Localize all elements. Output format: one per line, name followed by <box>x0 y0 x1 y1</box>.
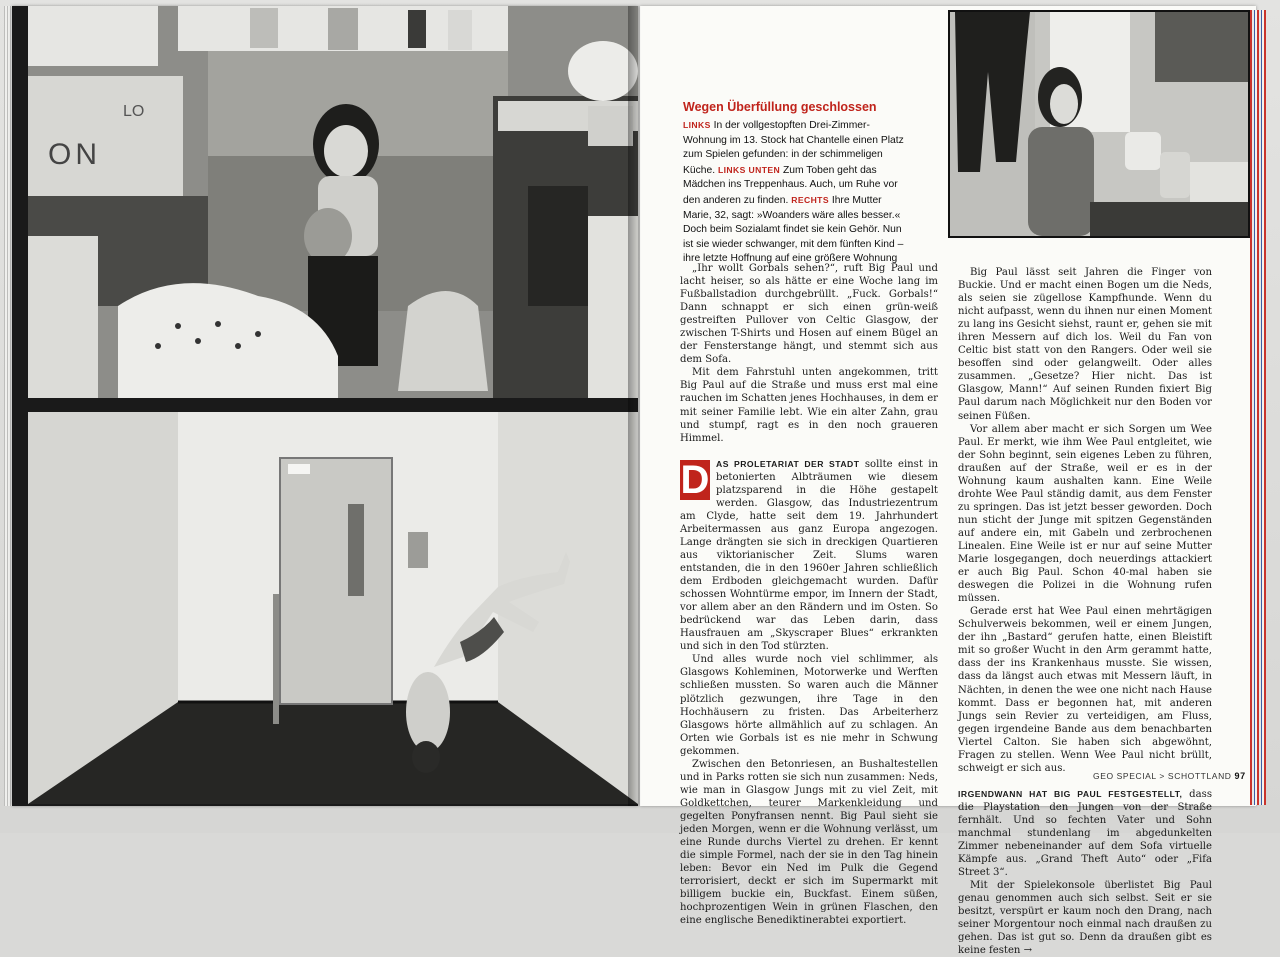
paragraph-body: dass die Playstation den Jungen von der Straße fernhält. Und so fechten Vater und Sohn manchmal stundenlang im abgedunkelten Zimmer nebeneinander auf dem Sofa virtuelle Kämpfe aus. „Grand Theft Auto“ oder „Fifa Street 3“. <box>958 788 1212 879</box>
photo-caption <box>683 118 911 267</box>
caption-text-links-unten: Zum Toben geht das Mädchen ins Treppenhaus. Auch, um Ruhe vor den anderen zu finden. <box>683 164 898 206</box>
paragraph-body: sollte einst in betonierten Albträumen wie diesem platzsparend in die Höhe gestapelt werden. Glasgow, das Industriezentrum am Clyde, hatte seit dem 19. Jahrhundert Arbeitermassen aus ganz Europa angezogen. Lange drängten sie sich in dreckigen Quartieren aus viktorianischer Zeit. Slums waren entstanden, die in den 1960er Jahren schließlich dem Erdboden gleichgemacht wurden. Dafür schossen Wohntürme empor, im Innern der Stadt, vor allem aber an den Rändern und im Osten. So bedrückend war das Leben darin, dass Hausfrauen am „Skyscraper Blues“ erkrankten und sich in den Tod stürzten. <box>680 458 938 653</box>
caption-key-links-unten: LINKS UNTEN <box>717 164 781 175</box>
page-number: 97 <box>1234 771 1246 781</box>
lead-in: IRGENDWANN HAT BIG PAUL FESTGESTELLT, <box>958 788 1183 799</box>
hallway-photo <box>28 412 638 804</box>
page-footer <box>1093 771 1246 781</box>
box-label: LO <box>123 103 145 120</box>
mother-photo <box>948 10 1250 238</box>
article-paragraph: Zwischen den Betonriesen, an Bushaltestellen und in Parks rotten sie sich nun zusammen: Neds, wie man in Glasgow Jungs mit zu viel Zeit, mit Goldkettchen, teurer Markenkleidung und gegelten Ponyfransen nennt. Big Paul sieht sie jeden Morgen, wenn er die Wohnung verlässt, um eine Runde durchs Viertel zu drehen. Er kennt die simple Formel, nach der sie in den Tag hinein leben: Bevor ein Ned im Pulk die Gegend terrorisiert, deckt er sich im Supermarkt mit billigem buckie ein, Buckfast. Einem süßen, hochprozentigen Wein in grünen Flaschen, den eine englische Benediktinerabtei exportiert. <box>680 758 938 927</box>
caption-title: Wegen Überfüllung geschlossen <box>683 100 877 114</box>
kitchen-photo <box>28 6 638 398</box>
footer-section: GEO SPECIAL > SCHOTTLAND <box>1093 771 1232 781</box>
article-paragraph: Und alles wurde noch viel schlimmer, als Glasgows Kohleminen, Motorwerke und Werften schließen mussten. So waren auch die Männer plötzlich gezwungen, ihre Tage in den Hochhäusern zu fristen. Das Arbeiterherz Glasgows hörte allmählich auf zu schlagen. An Orten wie Gorbals ist es nie mehr in Schwung gekommen. <box>680 654 938 757</box>
caption-key-links: LINKS <box>683 120 711 130</box>
box-print: ON <box>48 138 101 171</box>
article-paragraph: Mit dem Fahrstuhl unten angekommen, tritt Big Paul auf die Straße und muss erst mal eine rauchen im Schatten jenes Hochhauses, in dem er mit seiner Familie lebt. Wie ein alter Zahn, grau und stumpf, ragt es in den noch graueren Himmel. <box>680 367 938 444</box>
mother-photo-illustration <box>950 12 1248 236</box>
article-paragraph: Mit der Spielekonsole überlistet Big Paul genau genommen auch sich selbst. Seit er sie besitzt, verspürt er kaum noch den Drang, nach seiner Morgentour noch einmal nach draußen zu gehen. Das ist gut so. Denn da draußen gibt es keine festen → <box>958 880 1212 957</box>
hallway-photo-illustration <box>28 412 638 804</box>
drop-cap: D <box>680 457 710 502</box>
caption-text-rechts: Ihre Mutter Marie, 32, sagt: »Woanders wäre alles besser.« Doch beim Sozialamt findet sie kein Gehör. Nun ist sie wieder schwanger, mit dem fünften Kind – ihre letzte Hoffnung auf eine größere Wohnung <box>683 194 904 265</box>
kitchen-photo-illustration <box>28 6 638 398</box>
article-paragraph-dropcap <box>680 458 938 654</box>
article-paragraph: Gerade erst hat Wee Paul einen mehrtägigen Schulverweis bekommen, weil er einem Jungen, der ihn „Bastard“ gerufen hatte, einen Bleistift mit so großer Wucht in den Arm gerammt hatte, dass der ins Krankenhaus musste. Sie wissen, dass da längst auch etwas mit Messern läuft, in Nächten, in denen the wee one nicht nach Hause kommt. Dass er begonnen hat, mit anderen Jungs sein Revier zu verteidigen, am Fluss, gegen irgendeine Bande aus dem benachbarten Viertel Calton. Sie haben sich abgewöhnt, Fragen zu stellen. Wenn Wee Paul nicht brüllt, schweigt er sich aus. <box>958 606 1212 774</box>
article-column-1 <box>680 262 938 927</box>
article-paragraph: „Ihr wollt Gorbals sehen?“, ruft Big Paul und lacht heiser, so als hätte er eine Woche lang im Fußballstadion durchgebrüllt. „Fuck. Gorbals!“ Dann schnappt er sich einen grün-weiß gestreiften Pullover von Celtic Glasgow, der zwischen T-Shirts und Hosen auf einem Bügel an der Fensterstange hängt, und stemmt sich aus dem Sofa. <box>680 263 938 366</box>
article-paragraph: Big Paul lässt seit Jahren die Finger von Buckie. Und er macht einen Bogen um die Neds, als seien sie zügellose Kampfhunde. Wenn du nicht aufpasst, wenn du ihnen nur einen Moment zu lang ins Gesicht siehst, raunt er, gehen sie mit ihren Messern auf dich los. Weil du Fan von Celtic bist statt von den Rangers. Oder weil sie besoffen sind oder gelangweilt. Oder alles zusammen. „Gesetze? Hier nicht. Das ist Glasgow, Mann!“ Auf seinen Runden fixiert Big Paul darum nach Möglichkeit nur den Boden vor seinen Füßen. <box>958 267 1212 422</box>
article-column-2 <box>958 266 1212 957</box>
caption-text-links: In der vollgestopften Drei-Zimmer-Wohnung im 13. Stock hat Chantelle einen Platz zum Spielen gefunden: in der schimmeligen Küche. <box>683 120 904 176</box>
article-paragraph: Vor allem aber macht er sich Sorgen um Wee Paul. Er merkt, wie ihm Wee Paul entgleitet, wie der Sohn beginnt, sein eigenes Leben zu führen, draußen auf der Straße, weil er es in der Wohnung kaum aushalten kann. Eine Weile drohte Wee Paul ständig damit, aus dem Fenster zu springen. Das ist jetzt besser geworden. Doch nun sticht der Junge mit spitzen Gegenständen auf andere ein, mit Gabeln und zerbrochenen Linealen. Eine Weile ist er nur auf seine Mutter Marie losgegangen, doch neuerdings attackiert er auch Big Paul. Schon 40-mal haben sie deswegen die Polizei in die Wohnung rufen müssen. <box>958 423 1212 605</box>
article-paragraph-leadin <box>958 788 1212 879</box>
page-edge-right <box>1250 10 1266 805</box>
lead-in: AS PROLETARIAT DER STADT <box>716 458 860 469</box>
caption-key-rechts: RECHTS <box>791 194 829 205</box>
